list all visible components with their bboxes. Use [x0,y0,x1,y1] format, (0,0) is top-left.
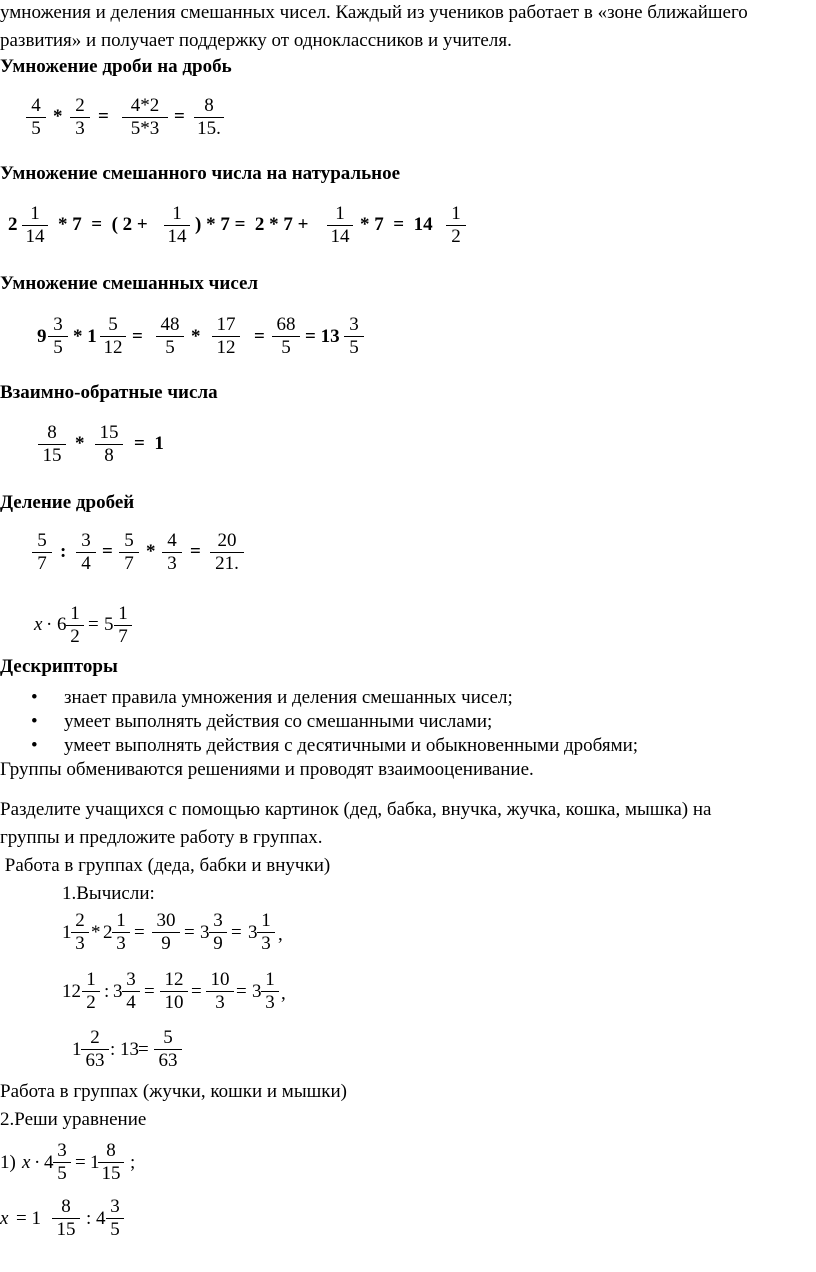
whole-part: 12 [62,981,81,1002]
fraction: $\frac{8}{15}$ [52,1196,80,1241]
operator: * [53,106,63,127]
heading-descriptors: Дескрипторы [0,656,118,677]
fraction: $\frac{2}{3}$ [71,910,89,955]
fraction: $\frac{1}{7}$ [114,603,132,648]
operator: : [60,541,67,562]
punctuation: , [278,924,283,945]
group-work-heading-1: Работа в группах (деда, бабки и внучки) [0,855,331,876]
whole-part: 1 [72,1039,82,1060]
operator: = [102,541,113,562]
expression-text: * 7 = 14 [360,214,433,235]
intro-line-2: развития» и получает поддержку от одноклассников и учителя. [0,30,512,51]
expression-text: * 7 = ( 2 + [58,214,148,235]
fraction: $\frac{17}{12}$ [212,314,240,359]
fraction: $\frac{8}{15.}$ [194,95,224,140]
fraction: $\frac{1}{2}$ [66,603,84,648]
fraction: $\frac{3}{9}$ [209,910,227,955]
descriptor-text: умеет выполнять действия с десятичными и обыкновенными дробями; [64,735,639,756]
fraction: $\frac{1}{14}$ [22,203,48,248]
fraction: $\frac{1}{3}$ [257,910,275,955]
operator: = [174,106,185,127]
fraction: $\frac{1}{2}$ [446,203,466,248]
fraction: $\frac{3}{5}$ [53,1140,71,1185]
operator: * [191,326,201,347]
heading-reciprocal-numbers: Взаимно-обратные числа [0,382,218,403]
paragraph-groups-exchange: Группы обмениваются решениями и проводят взаимооценивание. [0,759,534,780]
bullet: • [31,687,38,708]
punctuation: ; [130,1152,136,1173]
operator: = [138,1039,149,1060]
fraction: $\frac{1}{3}$ [112,910,130,955]
operator: = [231,922,242,943]
whole-part: 3 [248,922,258,943]
fraction: $\frac{3}{4}$ [122,969,140,1014]
descriptor-text: умеет выполнять действия со смешанными числами; [64,711,493,732]
operator: = [132,326,143,347]
operator: · [34,1152,41,1173]
whole-part: 3 [113,981,123,1002]
equation-number: 1) [0,1152,16,1173]
fraction: $\frac{1}{14}$ [164,203,190,248]
operator: * [75,433,85,454]
bullet: • [31,735,38,756]
expression-text: = 1 [134,433,164,454]
operator: = [134,922,145,943]
variable-x: x [0,1208,9,1229]
descriptor-text: знает правила умножения и деления смешанных чисел; [64,687,513,708]
fraction: $\frac{5}{63}$ [154,1027,182,1072]
whole-part: 4 [44,1152,54,1173]
fraction: $\frac{48}{5}$ [156,314,184,359]
fraction: $\frac{1}{2}$ [82,969,100,1014]
variable-x: x [22,1152,31,1173]
operator: · [46,614,53,635]
expression-text: * 1 [73,326,97,347]
heading-mixed-multiplication: Умножение смешанных чисел [0,273,259,294]
task-2-label: 2.Реши уравнение [0,1109,147,1130]
fraction: $\frac{3}{4}$ [76,530,96,575]
fraction: $\frac{4}{3}$ [162,530,182,575]
fraction: $\frac{4}{5}$ [26,95,46,140]
fraction: $\frac{5}{7}$ [119,530,139,575]
whole-part: 3 [200,922,210,943]
paragraph-divide-line-2: группы и предложите работу в группах. [0,827,323,848]
fraction: $\frac{30}{9}$ [152,910,180,955]
expression-text: = 1 [16,1208,41,1229]
fraction: $\frac{5}{7}$ [32,530,52,575]
whole-part: 9 [37,326,47,347]
whole-part: 1 [62,922,72,943]
task-1-label: 1.Вычисли: [62,883,155,904]
operator: = [191,981,202,1002]
operator: = [144,981,155,1002]
heading-fraction-multiplication: Умножение дроби на дробь [0,56,232,77]
operator: = [254,326,265,347]
fraction: $\frac{15}{8}$ [95,422,123,467]
operator: * [146,541,156,562]
expression-text: = 13 [305,326,340,347]
heading-fraction-division: Деление дробей [0,492,135,513]
whole-part: 2 [103,922,113,943]
whole-part: 2 [8,214,18,235]
bullet: • [31,711,38,732]
group-work-heading-2: Работа в группах (жучки, кошки и мышки) [0,1081,347,1102]
fraction: $\frac{8}{15}$ [98,1140,124,1185]
operator: = [236,981,247,1002]
whole-part: 1 [90,1152,100,1173]
operator: = [190,541,201,562]
fraction: $\frac{4*2}{5*3}$ [122,95,168,140]
fraction: $\frac{68}{5}$ [272,314,300,359]
fraction: $\frac{10}{3}$ [206,969,234,1014]
fraction: $\frac{12}{10}$ [160,969,188,1014]
fraction: $\frac{3}{5}$ [48,314,68,359]
fraction: $\frac{5}{12}$ [100,314,126,359]
whole-part: 5 [104,614,114,635]
intro-line-1: умножения и деления смешанных чисел. Каждый из учеников работает в «зоне ближайшего [0,2,748,23]
expression-text: : 13 [110,1039,140,1060]
heading-mixed-by-natural: Умножение смешанного числа на натуральное [0,163,401,184]
fraction: $\frac{3}{5}$ [106,1196,124,1241]
operator: = [88,614,99,635]
paragraph-divide-line-1: Разделите учащихся с помощью картинок (дед, бабка, внучка, жучка, кошка, мышка) на [0,799,712,820]
variable-x: x [34,614,43,635]
fraction: $\frac{2}{63}$ [81,1027,109,1072]
whole-part: 3 [252,981,262,1002]
operator: = [184,922,195,943]
operator: : [104,981,110,1002]
expression-text: : 4 [86,1208,106,1229]
fraction: $\frac{20}{21.}$ [210,530,244,575]
punctuation: , [281,983,286,1004]
fraction: $\frac{1}{3}$ [261,969,279,1014]
fraction: $\frac{8}{15}$ [38,422,66,467]
expression-text: ) * 7 = 2 * 7 + [195,214,309,235]
operator: * [91,922,101,943]
whole-part: 6 [57,614,67,635]
fraction: $\frac{1}{14}$ [327,203,353,248]
fraction: $\frac{3}{5}$ [344,314,364,359]
operator: = [75,1152,86,1173]
fraction: $\frac{2}{3}$ [70,95,90,140]
operator: = [98,106,109,127]
